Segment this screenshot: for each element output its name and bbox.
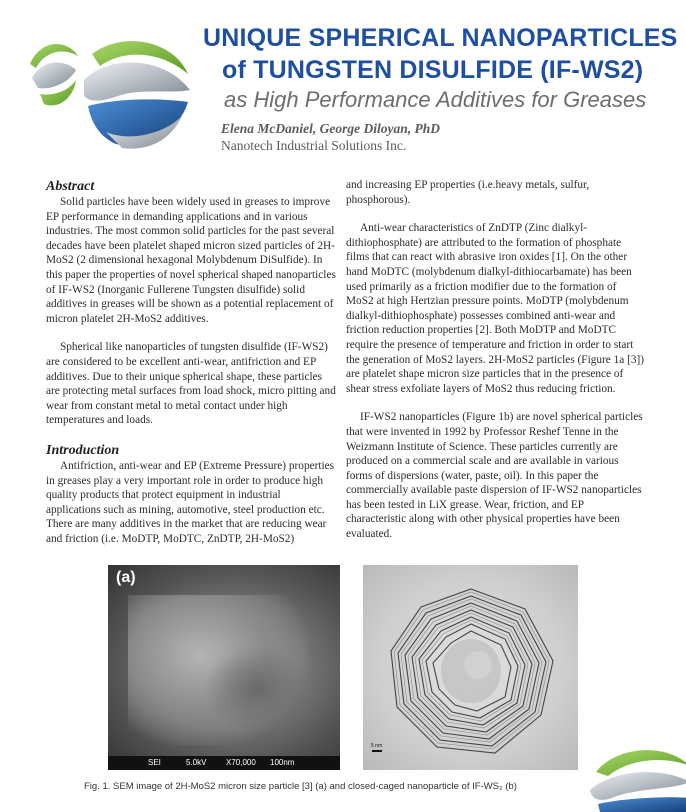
tem-scale-label: 5 nm	[371, 743, 383, 749]
left-column	[46, 178, 336, 560]
right-paragraph-2: IF-WS2 nanoparticles (Figure 1b) are novel spherical particles that were invented in 1992 by Professor Reshef Tenne in the Weizmann Institute of Science. These particles currently are produced on a commercial scale and are available in various forms of dispersions (water, paste, oil). In this paper the commercially available paste dispersion of IF-WS2 nanoparticles has been tested in LiX grease. Wear, friction, and EP characteristic along with other physical properties have been evaluated.	[346, 411, 643, 541]
authors: Elena McDaniel, George Diloyan, PhD	[221, 121, 440, 136]
sem-magnification: X70,000	[226, 758, 256, 767]
figure-sem-image	[108, 565, 340, 770]
figure-tem-image	[363, 565, 578, 770]
subtitle: as High Performance Additives for Greases	[224, 87, 647, 112]
panel-a-label: (a)	[116, 569, 136, 586]
right-paragraph-continued: and increasing EP properties (i.e.heavy metals, sulfur, phosphorous).	[346, 179, 590, 206]
right-paragraph-1: Anti-wear characteristics of ZnDTP (Zinc dialkyl-dithiophosphate) are attributed to the formation of phosphate films that can react with abrasive iron oxides [1]. On the other hand MoDTC (molybdenum dialkyl-dithiocarbamate) has been used primarily as a friction modifier due to the formation of MoS2 at high Hertzian pressure points. MoDTP (molybdenum dialkyl-dithiophosphate) possesses combined anti-wear and friction reduction properties [2]. Both MoDTP and MoDTC require the presence of temperature and friction in order to start the generation of MoS2 layers. 2H-MoS2 particles (Figure 1a [3]) are platelet shape micron size particles that in the presence of shear stress exfoliate layers of MoS2 thus reducing friction.	[346, 222, 645, 395]
title-line-2: of TUNGSTEN DISULFIDE (IF-WS2)	[222, 56, 644, 84]
sem-scale-label: 100nm	[270, 758, 295, 767]
footer-logo-sphere	[586, 742, 686, 812]
company-logo-sphere	[22, 34, 192, 154]
tem-scale-bar	[372, 750, 382, 752]
introduction-heading: Introduction	[46, 442, 120, 458]
abstract-heading: Abstract	[46, 179, 95, 194]
abstract-paragraph-1: Solid particles have been widely used in greases to improve EP performance in demanding applications and in various industries. The most common solid particles for the past several decades have been platelet shaped micron sized particles of 2H-MoS2 (2 dimensional hexagonal Molybdenum DiSulfide). In this paper the properties of novel spherical shaped nanoparticles of IF-WS2 (Inorganic Fullerene Tungsten disulfide) solid additives in greases will be shown as a potential replacement of micron platelet 2H-MoS2 additives.	[46, 196, 336, 325]
sem-data-bar	[108, 756, 340, 770]
sem-voltage: 5.0kV	[186, 758, 207, 767]
nanoparticle-layers	[363, 565, 578, 770]
sem-detector: SEI	[148, 758, 161, 767]
title-line-1: UNIQUE SPHERICAL NANOPARTICLES	[203, 24, 678, 52]
right-column	[346, 178, 646, 556]
affiliation: Nanotech Industrial Solutions Inc.	[221, 138, 407, 153]
figure-caption: Fig. 1. SEM image of 2H-MoS2 micron size particle [3] (a) and closed-caged nanoparticle of IF-WS₂ (b)	[84, 781, 517, 792]
abstract-paragraph-2: Spherical like nanoparticles of tungsten disulfide (IF-WS2) are considered to be excellent anti-wear, antifriction and EP additives. Due to their unique spherical shape, these particles are protecting metal surfaces from load shock, micro pitting and wear from constant metal to metal contact under high temperatures and loads.	[46, 341, 336, 427]
introduction-paragraph-1: Antifriction, anti-wear and EP (Extreme Pressure) properties in greases play a very important role in order to produce high quality products that protect equipment in industrial applications such as mining, automotive, steel production etc. There are many additives in the market that are reducing wear and friction (i.e. MoDTP, MoDTC, ZnDTP, 2H-MoS2)	[46, 459, 335, 545]
